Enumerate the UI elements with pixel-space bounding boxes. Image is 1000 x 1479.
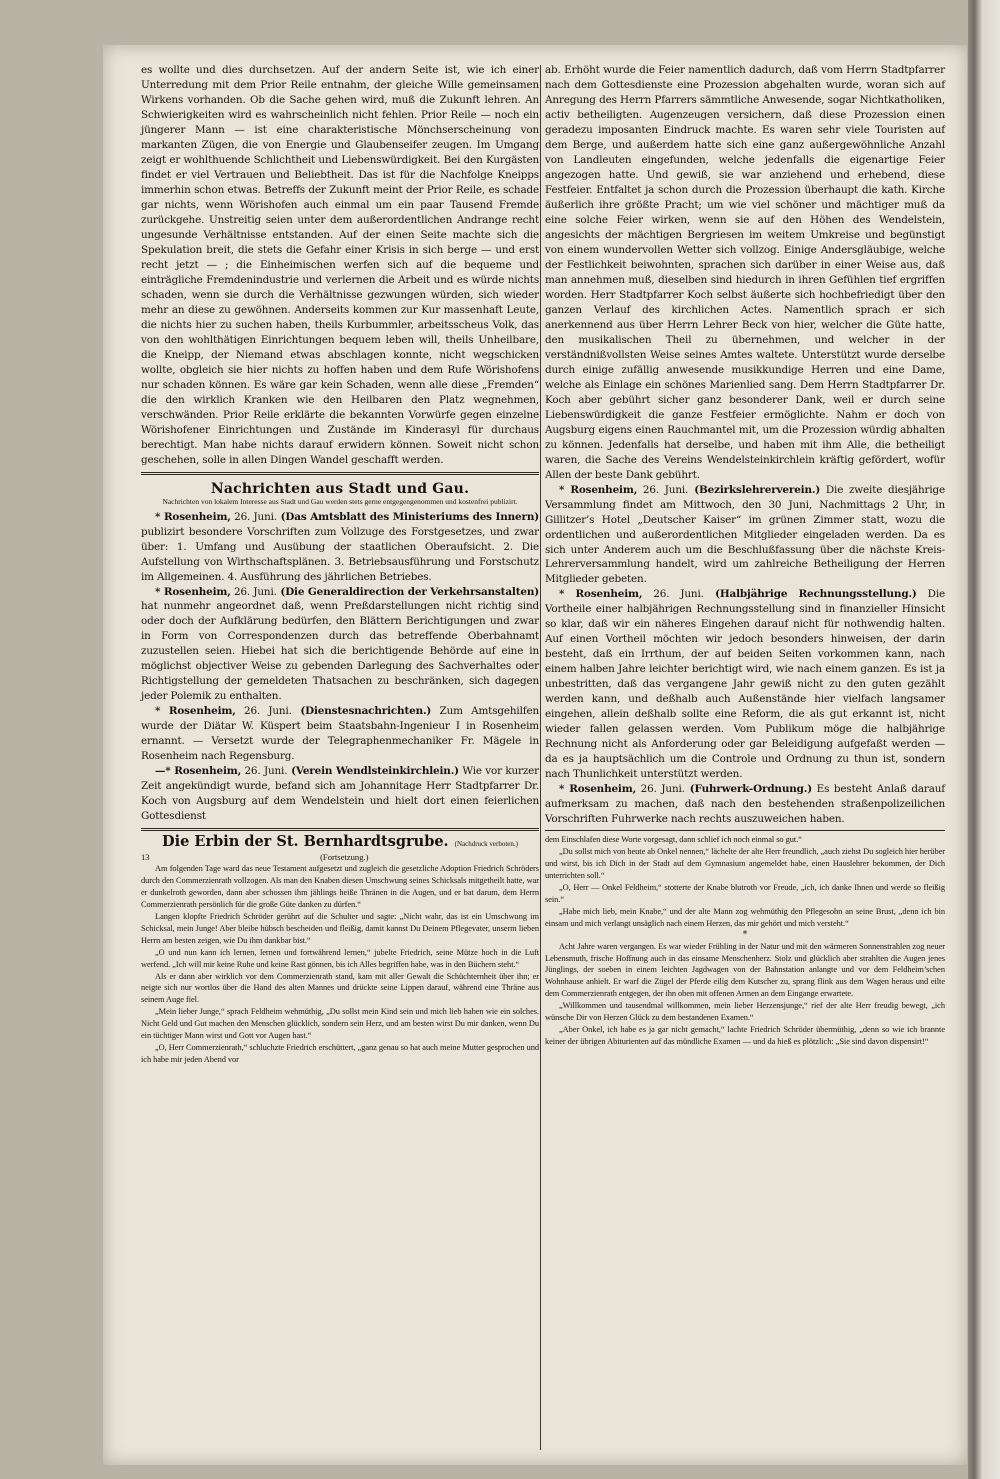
news-date: 26. Juni. — [230, 585, 277, 598]
news-item — [141, 704, 539, 764]
story-paragraph: „O, Herr Commerzienrath,“ schluchzte Friedrich erschüttert, „ganz genau so hat auch meine Mutter gesprochen und ich habe mir jeden Abend vor — [141, 1043, 539, 1064]
news-date: 26. Juni. — [241, 765, 288, 778]
article-continuation-wendelstein: ab. Erhöht wurde die Feier namentlich dadurch, daß vom Herrn Stadtpfarrer nach dem Gottesdienste eine Prozession abgehalten wurde, woran sich auf Anregung des Herrn Pfarrers sämmtliche Anwesende, sogar Nichtkatholiken, activ betheiligten. Augenzeugen versichern, daß diese Prozession einen geradezu imposanten Eindruck machte. Es waren sehr viele Touristen auf dem Berge, und außerdem hatte sich eine ganz außergewöhnliche Anzahl von Landleuten eingefunden, welche jedenfalls die eigenartige Feier angezogen hatte. Und gewiß, sie war anziehend und erhebend, diese Festfeier. Entfaltet ja schon durch die Prozession überhaupt die kath. Kirche äußerlich ihre größte Pracht; um wie viel schöner und mächtiger muß da eine solche Feier wirken, wenn sie auf den Höhen des Wendelstein, angesichts der mächtigen Bergriesen im weitem Umkreise und begünstigt von einem wundervollen Wetter sich vollzog. Einige Andersgläubige, welche der Festlichkeit beiwohnten, sprachen sich darüber in einer Weise aus, daß man annehmen muß, dieselben sind hiedurch in ihren Gefühlen tief ergriffen worden. Herr Stadtpfarrer Koch selbst äußerte sich hochbefriedigt über den ganzen Verlauf des kirchlichen Actes. Namentlich sprach er sich anerkennend aus über Herrn Lehrer Beck von hier, welcher die Güte hatte, den musikalischen Theil zu übernehmen, und welcher in der verständnißvollsten Weise seines Amtes waltete. Unterstützt wurde derselbe durch einige zufällig anwesende musikkundige Herren und eine Dame, welche als Einlage ein schönes Marienlied sang. Dem Herrn Stadtpfarrer Dr. Koch aber gebührt sicher ganz besonderer Dank, weil er durch seine Liebenswürdigkeit die ganze Festfeier ermöglichte. Nahm er doch von Augsburg eigens einen Rauchmantel mit, um die Prozession würdig abhalten zu können. Jedenfalls hat derselbe, und haben mit ihm Alle, die betheiligt waren, die Sache des Vereins Wendelsteinkirchlein kräftig gefördert, wofür Allen der beste Dank gebührt. — [545, 64, 945, 481]
right-column — [545, 63, 945, 1048]
news-text: Die zweite diesjährige Versammlung findet am Mittwoch, den 30 Juni, Nachmittags 2 Uhr, in Gillitzer’s Hotel „Deutscher Kaiser“ im grünen Zimmer statt, wozu die ordentlichen und außerordentlichen Mitglieder eingeladen werden. Da es sich unter Anderem auch um die Beschlußfassung über die nächste Kreis-Lehrerversammlung handelt, wird um zahlreiche Betheiligung der Herren Mitglieder gebeten. — [545, 483, 946, 586]
news-dateline: * Rosenheim, — [155, 585, 231, 598]
news-text: Es besteht Anlaß darauf aufmerksam zu machen, daß nach den bestehenden straßenpolizeilichen Vorschriften Fuhrwerke nach rechts auszuweichen haben. — [545, 783, 945, 826]
news-dateline: * Rosenheim, — [155, 705, 236, 718]
news-topic: (Halbjährige Rechnungsstellung.) — [703, 588, 917, 601]
news-text: Die Vortheile einer halbjährigen Rechnungsstellung sind in finanzieller Hinsicht so klar, daß wir ein näheres Eingehen darauf nicht für nothwendig halten. Auf einen Vortheil möchten wir jedoch besonders hinweisen, der darin besteht, daß ein Irrthum, der auf beiden Seiten vorkommen kann, nach einem halben Jahre leichter berichtigt wird, wie nach einem ganzen. Es ist ja unbestritten, daß das vergangene Jahr gewiß nicht zu den guten gezählt werden kann, und deßhalb auch Außenstände hier vielfach langsamer eingehen, allein deßhalb sollte eine Reform, die als gut erkannt ist, nicht wieder fallen gelassen werden. Vom Publikum möge die halbjährige Rechnung nicht als Anforderung oder gar Beleidigung aufgefaßt werden — da es ja hauptsächlich um die Controle und Ordnung zu thun ist, sondern nach Thunlichkeit unterstützt werden. — [545, 588, 945, 781]
news-item — [141, 764, 539, 824]
story-paragraph: „Habe mich lieb, mein Knabe,“ und der alte Mann zog wehmüthig den Pflegesohn an seine Brust, „denn ich bin einsam und mich verlangt unsäglich nach einem Herzen, das mir gehört und mich versteht.“ — [545, 906, 945, 928]
story-paragraph: Als er dann aber wirklich vor dem Commerzienrath stand, kam mit aller Gewalt die Schüchternheit über ihn; er neigte sich nur wortlos über die Hand des alten Mannes und drückte seine Lippen darauf, während eine Thräne aus seinem Auge fiel. — [141, 971, 539, 1005]
feuilleton-rule — [141, 828, 539, 831]
feuilleton-rule — [545, 830, 945, 831]
book-edge-shadow — [968, 0, 1000, 1479]
reprint-notice: (Nachdruck verboten.) — [454, 840, 518, 849]
feuilleton-header — [141, 833, 539, 850]
news-text: Wie vor kurzer Zeit angekündigt wurde, befand sich am Johannitage Herr Stadtpfarrer Dr. Koch von Augsburg auf dem Wendelstein und hielt dort einen feierlichen Gottesdienst — [141, 765, 539, 823]
news-dateline: * Rosenheim, — [559, 783, 637, 796]
feuilleton-title: Die Erbin der St. Bernhardtsgrube. — [162, 833, 449, 851]
news-text: Zum Amtsgehilfen wurde der Diätar W. Küspert beim Staatsbahn-Ingenieur I in Rosenheim ernannt. — Versetzt wurde der Telegraphenmechaniker Fr. Mägele in Rosenheim nach Regensburg. — [141, 705, 540, 763]
news-topic: (Bezirkslehrerverein.) — [688, 483, 821, 496]
news-topic: (Die Generaldirection der Verkehrsanstalten) — [276, 585, 539, 598]
news-dateline: —* Rosenheim, — [155, 765, 242, 778]
news-item — [545, 483, 945, 588]
news-text: hat nunmehr angeordnet daß, wenn Preßdarstellungen nicht richtig sind oder doch der Aufklärung bedürfen, den Blättern Berichtigungen und zwar in Form von Correspondenzen durch das betreffende Oberbahnamt zuzustellen seien. Hiebei hat sich die berichtigende Behörde auf eine in möglichst objectiver Weise zu gebenden Darlegung des Sachverhaltes oder Richtigstellung der gemeldeten Thatsachen zu beschränken, sich dagegen jeder Polemik zu enthalten. — [141, 600, 539, 703]
section-heading: Nachrichten aus Stadt und Gau. — [210, 480, 470, 497]
continuation-label: (Fortsetzung.) — [320, 852, 369, 863]
story-paragraph: „O, Herr — Onkel Feldheim,“ stotterte der Knabe blutroth vor Freude, „ich, ich danke Ihnen und werde so fleißig sein.“ — [545, 882, 945, 904]
news-item — [141, 585, 539, 705]
left-column — [141, 63, 539, 1066]
news-dateline: * Rosenheim, — [559, 588, 643, 601]
news-item — [545, 782, 945, 827]
installment-number: 13 — [141, 852, 150, 863]
feuilleton-meta — [141, 852, 539, 862]
section-note: Nachrichten von lokalem Interesse aus Stadt und Gau werden stets gerne entgegengenommen und kostenfrei publizirt. — [162, 496, 518, 506]
news-dateline: * Rosenheim, — [559, 483, 638, 496]
story-paragraph: „Mein lieber Junge,“ sprach Feldheim wehmüthig, „Du sollst mein Kind sein und mich lieb haben wie ein solches. Nicht Geld und Gut machen den Menschen glücklich, sondern sein Herz, und am besten wirst Du mir danken, wenn Du ein tüchtiger Mann wirst und Gott vor Augen hast.“ — [141, 1007, 539, 1041]
news-date: 26. Juni. — [230, 510, 277, 523]
news-topic: (Dienstesnachrichten.) — [291, 705, 432, 718]
section-rule — [141, 472, 539, 475]
story-paragraph: „Willkommen und tausendmal willkommen, mein lieber Herzensjunge,“ rief der alte Herr freudig bewegt, „ich wünsche Dir von Herzen Glück zu dem bestandenen Examen.“ — [545, 1001, 945, 1023]
story-paragraph: „Du sollst mich von heute ab Onkel nennen,“ lächelte der alte Herr freundlich, „auch ziehst Du sogleich hier herüber und wirst, bis ich Dich in der Stadt auf dem Gymnasium angemeldet habe, einen Hauslehrer bekommen, der Dich unterrichten soll.“ — [545, 847, 945, 880]
news-item — [545, 587, 945, 782]
story-paragraph: Langen klopfte Friedrich Schröder gerührt auf die Schulter und sagte: „Nicht wahr, das ist ein Umschwung im Schicksal, mein Junge! Aber bleibe hübsch bescheiden und fleißig, damit kannst Du Deinem Pflegevater, unserm lieben Herrn am besten zeigen, wie Du ihm dankbar bist.“ — [141, 911, 539, 945]
news-date: 26. Juni. — [642, 588, 704, 601]
news-topic: (Das Amtsblatt des Ministeriums des Innern) — [276, 510, 540, 523]
story-paragraph: Acht Jahre waren vergangen. Es war wieder Frühling in der Natur und mit den wärmeren Sonnenstrahlen zog neuer Lebensmuth, frische Hoffnung auch in das einsame Menschenherz. Stolz und glücklich aber strahlten die Augen jenes Jünglings, der soeben in einem leichten Jagdwagen von der Bahnstation anlangte und vor dem Feldheim’schen Wohnhause anhielt. Er warf die Zügel der Pferde eilig dem Kutscher zu, sprang flink aus dem Wagen heraus und eilte dem Commerzienrath entgegen, der ihn oben mit offenen Armen an dem Eingange erwartete. — [545, 941, 945, 999]
news-date: 26. Juni. — [235, 705, 292, 718]
news-dateline: * Rosenheim, — [155, 510, 231, 523]
news-text: publizirt besondere Vorschriften zum Vollzuge des Forstgesetzes, und zwar über: 1. Umfang und Ausübung der staatlichen Oberaufsicht. 2. Die Aufstellung von Wirthschaftsplänen. 3. Betriebsausführung und Forstschutz im Allgemeinen. 4. Ausführung des jährlichen Betriebes. — [141, 525, 539, 583]
story-paragraph: „O und nun kann ich lernen, lernen und fortwährend lernen,“ jubelte Friedrich, seine Mütze hoch in die Luft werfend. „Ich will mir keine Ruhe und keine Rast gönnen, bis ich Alles begriffen habe, was in den Büchern steht.“ — [141, 947, 539, 969]
story-paragraph: dem Einschlafen diese Worte vorgesagt, dann schlief ich noch einmal so gut.“ — [545, 835, 802, 845]
news-topic: (Verein Wendlsteinkirchlein.) — [287, 765, 459, 778]
news-topic: (Fuhrwerk-Ordnung.) — [684, 783, 812, 796]
column-divider — [540, 65, 541, 1450]
story-paragraph: „Aber Onkel, ich habe es ja gar nicht gemacht,“ lachte Friedrich Schröder übermüthig, „denn so wie ich brannte keiner der übrigen Abiturienten auf das mündliche Examen — und da hieß es plötzlich: „Sie sind davon dispensirt!“ — [545, 1025, 945, 1046]
news-item — [141, 510, 539, 585]
newspaper-page — [103, 45, 967, 1465]
story-paragraph: Am folgenden Tage ward das neue Testament aufgesetzt und zugleich die gesetzliche Adoption Friedrich Schröders durch den Commerzienrath vollzogen. Als man den Knaben diesen Umschwung seines Schicksals mitgetheilt hatte, war er dunkelroth geworden, dann aber schossen ihm jählings heiße Thränen in die Augen, und er bat darum, dem Herrn Commerzienrath persönlich für die große Güte danken zu dürfen.“ — [141, 864, 539, 910]
news-date: 26. Juni. — [636, 783, 685, 796]
scene-break-star: * — [742, 929, 748, 940]
article-continuation-woerishofen: es wollte und dies durchsetzen. Auf der andern Seite ist, wie ich einer Unterredung mit dem Prior Reile entnahm, der gleiche Wille gemeinsamen Wirkens vorhanden. Ob die Sache gehen wird, muß die Zukunft lehren. An Schwierigkeiten wird es wahrscheinlich nicht fehlen. Prior Reile — noch ein jüngerer Mann — ist eine charakteristische Mönchserscheinung von markanten Zügen, die von Energie und Glaubenseifer zeugen. Im Umgang zeigt er wohlthuende Schlichtheit und Liebenswürdigkeit. Bei den Kurgästen findet er viel Vertrauen und Beliebtheit. Das ist für die Nachfolge Kneipps immerhin schon etwas. Betreffs der Zukunft meint der Prior Reile, es schade gar nichts, wenn Wörishofen auch einmal um ein paar Tausend Fremde zurückgehe. Unstreitig seien unter dem außerordentlichen Andrange recht ungesunde Verhältnisse entstanden. Auf der einen Seite machte sich die Spekulation breit, die stets die Gefahr einer Krisis in sich berge — und erst recht jetzt — ; die Einheimischen werfen sich auf die bequeme und einträgliche Fremdenindustrie und verlernen die Arbeit und es würde nichts schaden, wenn sie durch die Verhältnisse gezwungen würden, sich wieder mehr an diese zu gewöhnen. Anderseits kommen zur Kur massenhaft Leute, die nichts hier zu suchen haben, theils Kurbummler, arbeitsscheus Volk, das von den wohlthätigen Einrichtungen bequem leben will, theils Unheilbare, die Kneipp, der Niemand etwas abschlagen konnte, nicht wegschicken wollte, obgleich sie hier nichts zu hoffen haben und dem Rufe Wörishofens nur schaden können. Es wäre gar kein Schaden, wenn alle diese „Fremden“ die den wirklich Kranken wie den Heilbaren den Platz wegnehmen, verschwänden. Prior Reile erklärte die bekannten Vorwürfe gegen einzelne Wörishofener Einrichtungen und Zustände im Kinderasyl für durchaus berechtigt. Man habe nichts darauf erwidern können. Soweit nicht schon geschehen, solle in allen Dingen Wandel geschafft werden. — [141, 64, 539, 466]
news-date: 26. Juni. — [637, 483, 689, 496]
